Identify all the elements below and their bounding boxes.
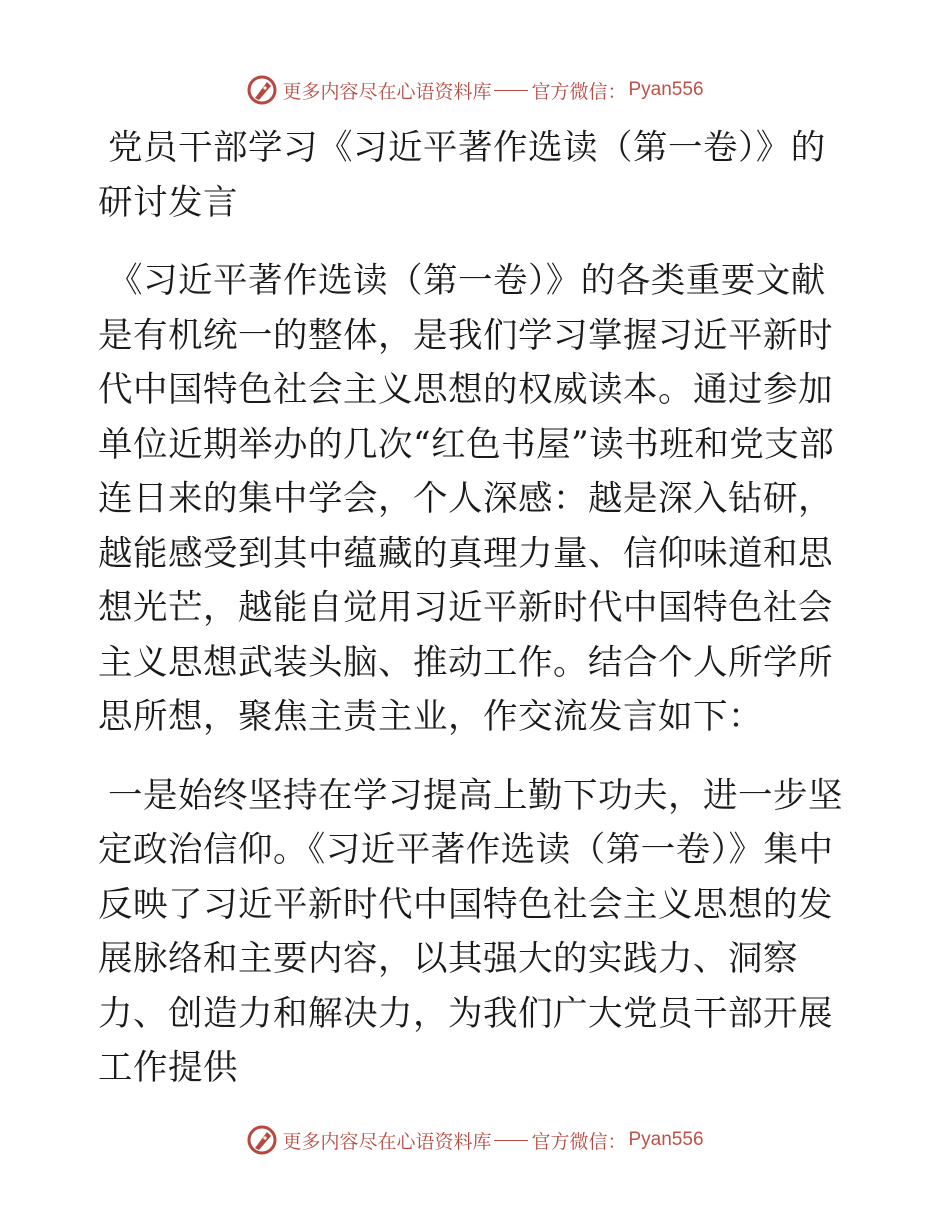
banner-separator [494, 90, 528, 91]
banner-wechat-id: Pyan556 [628, 79, 704, 100]
banner-text: 更多内容尽在心语资料库 [282, 1130, 492, 1153]
banner-wechat-label: 官方微信： [531, 1130, 627, 1153]
document-body [98, 121, 848, 1096]
pen-nib-logo-icon [246, 1124, 278, 1156]
banner-separator [494, 1140, 528, 1141]
document-title: 党员干部学习《习近平著作选读（第一卷）》的研讨发言 [98, 128, 826, 223]
banner-text: 更多内容尽在心语资料库 [282, 80, 492, 103]
paragraph-intro: 《习近平著作选读（第一卷）》的各类重要文献是有机统一的整体，是我们学习掌握习近平新时代中国特色社会主义思想的权威读本。通过参加单位近期举办的几次“红色书屋”读书班和党支部连日来的集中学会，个人深感：越是深入钻研，越能感受到其中蕴藏的真理力量、信仰味道和思想光芒，越能自觉用习近平新时代中国特色社会主义思想武装头脑、推动工作。结合个人所学所思所想，聚焦主责主业，作交流发言如下： [98, 261, 835, 737]
header-banner [0, 70, 950, 110]
paragraph-point-one: 一是始终坚持在学习提高上勤下功夫，进一步坚定政治信仰。《习近平著作选读（第一卷）》集中反映了习近平新时代中国特色社会主义思想的发展脉络和主要内容，以其强大的实践力、洞察力、创造力和解决力，为我们广大党员干部开展工作提供 [98, 775, 843, 1088]
footer-banner [0, 1120, 950, 1160]
banner-wechat-id: Pyan556 [628, 1129, 704, 1150]
pen-nib-logo-icon [246, 74, 278, 106]
banner-wechat-label: 官方微信： [531, 80, 627, 103]
